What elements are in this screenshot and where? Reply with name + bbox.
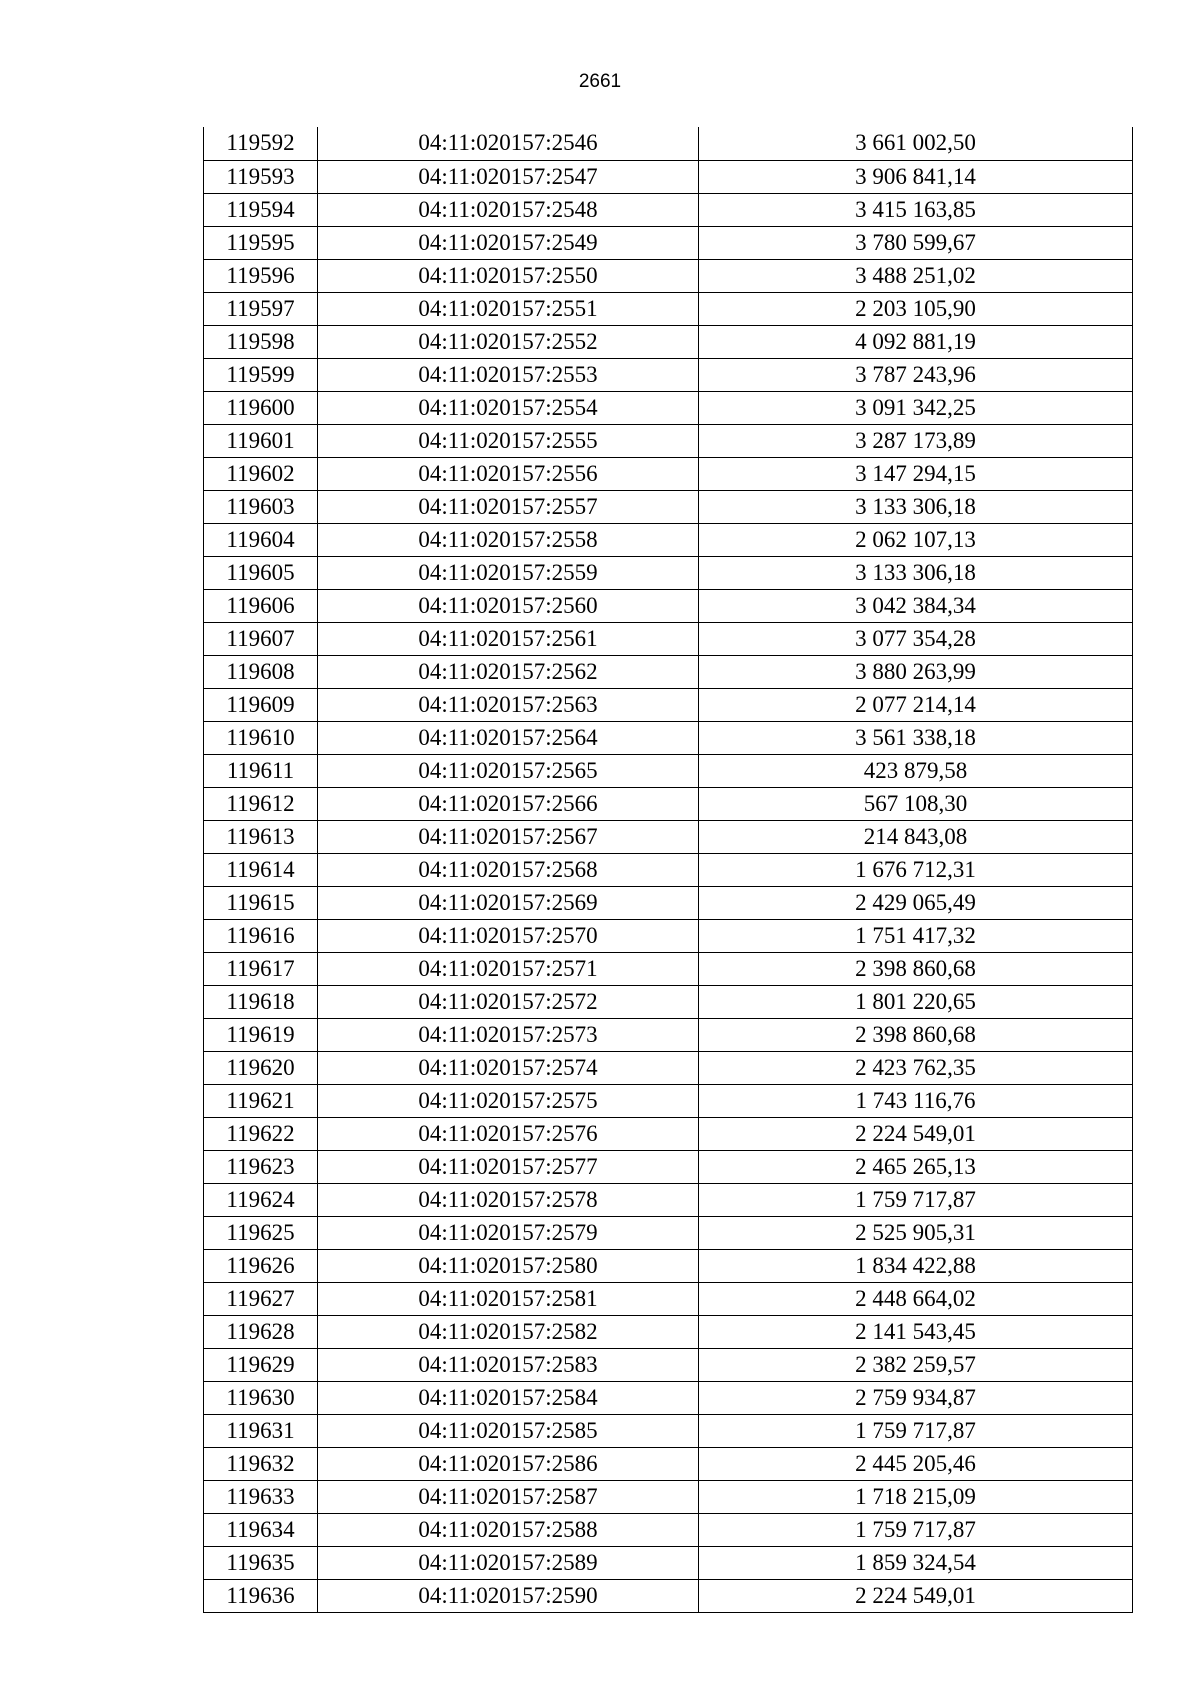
cadastral-number-cell: 04:11:020157:2581 xyxy=(318,1282,699,1315)
row-id-cell: 119603 xyxy=(204,490,318,523)
row-id-cell: 119613 xyxy=(204,820,318,853)
table-row xyxy=(204,1117,1133,1150)
cadastral-number-cell: 04:11:020157:2546 xyxy=(318,127,699,160)
table-row xyxy=(204,292,1133,325)
value-cell: 567 108,30 xyxy=(699,787,1133,820)
table-row xyxy=(204,391,1133,424)
value-cell: 2 423 762,35 xyxy=(699,1051,1133,1084)
value-cell: 1 743 116,76 xyxy=(699,1084,1133,1117)
value-cell: 1 834 422,88 xyxy=(699,1249,1133,1282)
row-id-cell: 119598 xyxy=(204,325,318,358)
cadastral-number-cell: 04:11:020157:2584 xyxy=(318,1381,699,1414)
row-id-cell: 119596 xyxy=(204,259,318,292)
row-id-cell: 119630 xyxy=(204,1381,318,1414)
value-cell: 3 147 294,15 xyxy=(699,457,1133,490)
table-row xyxy=(204,523,1133,556)
table-row xyxy=(204,688,1133,721)
cadastral-number-cell: 04:11:020157:2565 xyxy=(318,754,699,787)
table-row xyxy=(204,160,1133,193)
table-body xyxy=(204,127,1133,1612)
row-id-cell: 119618 xyxy=(204,985,318,1018)
value-cell: 1 759 717,87 xyxy=(699,1513,1133,1546)
value-cell: 3 091 342,25 xyxy=(699,391,1133,424)
row-id-cell: 119631 xyxy=(204,1414,318,1447)
table-row xyxy=(204,820,1133,853)
value-cell: 2 759 934,87 xyxy=(699,1381,1133,1414)
cadastral-number-cell: 04:11:020157:2583 xyxy=(318,1348,699,1381)
table-row xyxy=(204,1216,1133,1249)
row-id-cell: 119611 xyxy=(204,754,318,787)
table-row xyxy=(204,1315,1133,1348)
cadastral-number-cell: 04:11:020157:2578 xyxy=(318,1183,699,1216)
table-row xyxy=(204,226,1133,259)
value-cell: 3 661 002,50 xyxy=(699,127,1133,160)
value-cell: 2 398 860,68 xyxy=(699,952,1133,985)
table-row xyxy=(204,1183,1133,1216)
page-number: 2661 xyxy=(578,71,622,92)
cadastral-number-cell: 04:11:020157:2568 xyxy=(318,853,699,886)
value-cell: 2 062 107,13 xyxy=(699,523,1133,556)
row-id-cell: 119609 xyxy=(204,688,318,721)
table-row xyxy=(204,1150,1133,1183)
cadastral-number-cell: 04:11:020157:2554 xyxy=(318,391,699,424)
value-cell: 2 465 265,13 xyxy=(699,1150,1133,1183)
cadastral-number-cell: 04:11:020157:2550 xyxy=(318,259,699,292)
row-id-cell: 119633 xyxy=(204,1480,318,1513)
cadastral-number-cell: 04:11:020157:2580 xyxy=(318,1249,699,1282)
cadastral-number-cell: 04:11:020157:2575 xyxy=(318,1084,699,1117)
table-row xyxy=(204,490,1133,523)
cadastral-number-cell: 04:11:020157:2567 xyxy=(318,820,699,853)
cadastral-number-cell: 04:11:020157:2558 xyxy=(318,523,699,556)
cadastral-number-cell: 04:11:020157:2579 xyxy=(318,1216,699,1249)
row-id-cell: 119614 xyxy=(204,853,318,886)
table-row xyxy=(204,1051,1133,1084)
value-cell: 1 759 717,87 xyxy=(699,1183,1133,1216)
value-cell: 1 801 220,65 xyxy=(699,985,1133,1018)
table-row xyxy=(204,655,1133,688)
cadastral-number-cell: 04:11:020157:2557 xyxy=(318,490,699,523)
table-row xyxy=(204,1513,1133,1546)
table-row xyxy=(204,1249,1133,1282)
table-row xyxy=(204,589,1133,622)
cadastral-number-cell: 04:11:020157:2589 xyxy=(318,1546,699,1579)
table-row xyxy=(204,985,1133,1018)
row-id-cell: 119617 xyxy=(204,952,318,985)
table-row xyxy=(204,1447,1133,1480)
row-id-cell: 119605 xyxy=(204,556,318,589)
value-cell: 2 445 205,46 xyxy=(699,1447,1133,1480)
value-cell: 3 561 338,18 xyxy=(699,721,1133,754)
row-id-cell: 119600 xyxy=(204,391,318,424)
table-row xyxy=(204,193,1133,226)
cadastral-number-cell: 04:11:020157:2564 xyxy=(318,721,699,754)
value-cell: 2 382 259,57 xyxy=(699,1348,1133,1381)
row-id-cell: 119602 xyxy=(204,457,318,490)
value-cell: 1 759 717,87 xyxy=(699,1414,1133,1447)
value-cell: 3 780 599,67 xyxy=(699,226,1133,259)
value-cell: 3 133 306,18 xyxy=(699,556,1133,589)
table-row xyxy=(204,1084,1133,1117)
cadastral-number-cell: 04:11:020157:2585 xyxy=(318,1414,699,1447)
cadastral-number-cell: 04:11:020157:2582 xyxy=(318,1315,699,1348)
table-row xyxy=(204,721,1133,754)
cadastral-number-cell: 04:11:020157:2555 xyxy=(318,424,699,457)
cadastral-number-cell: 04:11:020157:2556 xyxy=(318,457,699,490)
cadastral-number-cell: 04:11:020157:2569 xyxy=(318,886,699,919)
cadastral-number-cell: 04:11:020157:2549 xyxy=(318,226,699,259)
table-row xyxy=(204,259,1133,292)
cadastral-number-cell: 04:11:020157:2563 xyxy=(318,688,699,721)
value-cell: 1 751 417,32 xyxy=(699,919,1133,952)
cadastral-number-cell: 04:11:020157:2586 xyxy=(318,1447,699,1480)
row-id-cell: 119627 xyxy=(204,1282,318,1315)
value-cell: 2 077 214,14 xyxy=(699,688,1133,721)
value-cell: 4 092 881,19 xyxy=(699,325,1133,358)
row-id-cell: 119595 xyxy=(204,226,318,259)
value-cell: 423 879,58 xyxy=(699,754,1133,787)
cadastral-number-cell: 04:11:020157:2573 xyxy=(318,1018,699,1051)
row-id-cell: 119601 xyxy=(204,424,318,457)
cadastral-number-cell: 04:11:020157:2574 xyxy=(318,1051,699,1084)
row-id-cell: 119608 xyxy=(204,655,318,688)
row-id-cell: 119629 xyxy=(204,1348,318,1381)
cadastral-number-cell: 04:11:020157:2576 xyxy=(318,1117,699,1150)
row-id-cell: 119626 xyxy=(204,1249,318,1282)
cadastral-number-cell: 04:11:020157:2570 xyxy=(318,919,699,952)
cadastral-number-cell: 04:11:020157:2553 xyxy=(318,358,699,391)
table-row xyxy=(204,1282,1133,1315)
table-row xyxy=(204,1414,1133,1447)
value-cell: 214 843,08 xyxy=(699,820,1133,853)
row-id-cell: 119610 xyxy=(204,721,318,754)
value-cell: 3 133 306,18 xyxy=(699,490,1133,523)
row-id-cell: 119607 xyxy=(204,622,318,655)
value-cell: 3 287 173,89 xyxy=(699,424,1133,457)
row-id-cell: 119612 xyxy=(204,787,318,820)
table-row xyxy=(204,556,1133,589)
row-id-cell: 119592 xyxy=(204,127,318,160)
table-row xyxy=(204,919,1133,952)
table-row xyxy=(204,1579,1133,1612)
cadastral-number-cell: 04:11:020157:2587 xyxy=(318,1480,699,1513)
table-row xyxy=(204,886,1133,919)
value-cell: 2 429 065,49 xyxy=(699,886,1133,919)
row-id-cell: 119594 xyxy=(204,193,318,226)
cadastral-number-cell: 04:11:020157:2572 xyxy=(318,985,699,1018)
cadastral-number-cell: 04:11:020157:2559 xyxy=(318,556,699,589)
row-id-cell: 119634 xyxy=(204,1513,318,1546)
row-id-cell: 119624 xyxy=(204,1183,318,1216)
row-id-cell: 119593 xyxy=(204,160,318,193)
table-row xyxy=(204,424,1133,457)
row-id-cell: 119616 xyxy=(204,919,318,952)
table-row xyxy=(204,853,1133,886)
value-cell: 3 906 841,14 xyxy=(699,160,1133,193)
table-row xyxy=(204,1381,1133,1414)
cadastral-number-cell: 04:11:020157:2548 xyxy=(318,193,699,226)
value-cell: 2 203 105,90 xyxy=(699,292,1133,325)
value-cell: 2 525 905,31 xyxy=(699,1216,1133,1249)
value-cell: 3 077 354,28 xyxy=(699,622,1133,655)
value-cell: 2 224 549,01 xyxy=(699,1579,1133,1612)
row-id-cell: 119619 xyxy=(204,1018,318,1051)
value-cell: 3 042 384,34 xyxy=(699,589,1133,622)
table-row xyxy=(204,1546,1133,1579)
row-id-cell: 119635 xyxy=(204,1546,318,1579)
row-id-cell: 119620 xyxy=(204,1051,318,1084)
value-cell: 3 488 251,02 xyxy=(699,259,1133,292)
value-cell: 2 224 549,01 xyxy=(699,1117,1133,1150)
cadastral-number-cell: 04:11:020157:2547 xyxy=(318,160,699,193)
value-cell: 2 448 664,02 xyxy=(699,1282,1133,1315)
table-row xyxy=(204,325,1133,358)
cadastral-number-cell: 04:11:020157:2551 xyxy=(318,292,699,325)
cadastral-number-cell: 04:11:020157:2560 xyxy=(318,589,699,622)
table-row xyxy=(204,358,1133,391)
value-cell: 1 859 324,54 xyxy=(699,1546,1133,1579)
table-row xyxy=(204,1480,1133,1513)
value-cell: 2 398 860,68 xyxy=(699,1018,1133,1051)
value-cell: 2 141 543,45 xyxy=(699,1315,1133,1348)
row-id-cell: 119604 xyxy=(204,523,318,556)
value-cell: 1 718 215,09 xyxy=(699,1480,1133,1513)
row-id-cell: 119599 xyxy=(204,358,318,391)
row-id-cell: 119597 xyxy=(204,292,318,325)
table-row xyxy=(204,1018,1133,1051)
data-table xyxy=(203,127,1133,1613)
value-cell: 1 676 712,31 xyxy=(699,853,1133,886)
row-id-cell: 119632 xyxy=(204,1447,318,1480)
table-row xyxy=(204,754,1133,787)
row-id-cell: 119606 xyxy=(204,589,318,622)
row-id-cell: 119622 xyxy=(204,1117,318,1150)
row-id-cell: 119625 xyxy=(204,1216,318,1249)
row-id-cell: 119636 xyxy=(204,1579,318,1612)
row-id-cell: 119621 xyxy=(204,1084,318,1117)
table-row xyxy=(204,1348,1133,1381)
table-row xyxy=(204,787,1133,820)
cadastral-number-cell: 04:11:020157:2577 xyxy=(318,1150,699,1183)
value-cell: 3 415 163,85 xyxy=(699,193,1133,226)
cadastral-number-cell: 04:11:020157:2571 xyxy=(318,952,699,985)
table-row xyxy=(204,622,1133,655)
table-row xyxy=(204,457,1133,490)
value-cell: 3 880 263,99 xyxy=(699,655,1133,688)
table-row xyxy=(204,127,1133,160)
cadastral-number-cell: 04:11:020157:2562 xyxy=(318,655,699,688)
value-cell: 3 787 243,96 xyxy=(699,358,1133,391)
row-id-cell: 119615 xyxy=(204,886,318,919)
row-id-cell: 119623 xyxy=(204,1150,318,1183)
row-id-cell: 119628 xyxy=(204,1315,318,1348)
cadastral-number-cell: 04:11:020157:2552 xyxy=(318,325,699,358)
cadastral-number-cell: 04:11:020157:2588 xyxy=(318,1513,699,1546)
cadastral-number-cell: 04:11:020157:2566 xyxy=(318,787,699,820)
table-row xyxy=(204,952,1133,985)
cadastral-number-cell: 04:11:020157:2561 xyxy=(318,622,699,655)
cadastral-number-cell: 04:11:020157:2590 xyxy=(318,1579,699,1612)
